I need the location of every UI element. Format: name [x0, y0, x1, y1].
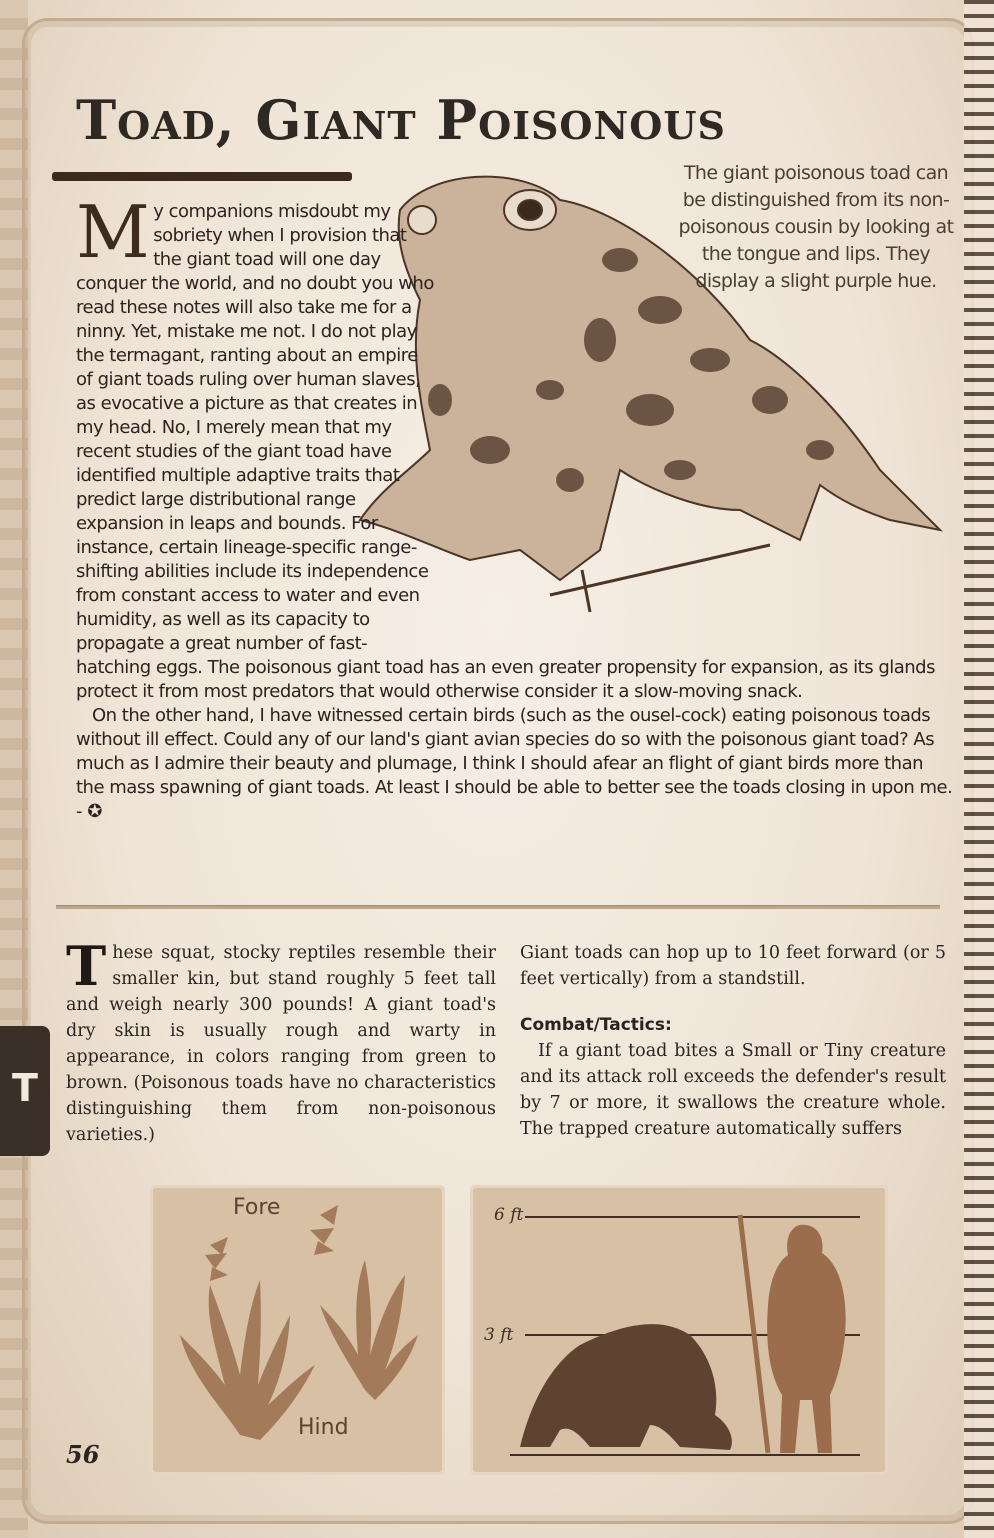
fore-label: Fore [233, 1195, 281, 1220]
illustration-caption: The giant poisonous toad can be distinguished from its non-poisonous cousin by looking at the tongue and lips. They display a slight purple hue. [678, 162, 954, 292]
six-foot-label: 6 ft [494, 1205, 524, 1225]
chapter-tab [0, 1026, 50, 1156]
hind-label: Hind [298, 1415, 349, 1440]
signature-glyph: ✪ [87, 801, 102, 822]
page-number: 56 [66, 1440, 100, 1469]
size-comparison-illustration [470, 1185, 888, 1475]
text-wrap-spacer [436, 200, 956, 640]
chapter-tab-letter: T [12, 1066, 38, 1110]
title-underline [52, 172, 352, 181]
column-left [66, 934, 496, 1148]
diary-dropcap: M [76, 190, 150, 274]
page-title: Toad, Giant Poisonous [76, 88, 726, 152]
diary-paragraph-1-text: y companions misdoubt my sobriety when I provision that the giant toad will one day conquer the world, and no doubt you who read these notes will also take me for a ninny. Yet, mistake me not. I do not play the termagant, ranting about an empire of giant toads ruling over human slaves, as evocative a picture as that creates in my head. No, I merely mean that my recent studies of the giant toad have identified multiple adaptive traits that predict large distributional range expansion in leaps and bounds. For instance, certain lineage-specific range-shifting abilities include its independence from constant access to water and even humidity, as well as its capacity to propagate a great number of fast-hatching eggs. The poisonous giant toad has an even greater propensity for expansion, as its glands protect it from most predators that would otherwise consider it a slow-moving snack. [76, 201, 935, 702]
size-comparison-panel [470, 1185, 888, 1475]
description-text: hese squat, stocky reptiles resemble their smaller kin, but stand roughly 5 feet tall and weigh nearly 300 pounds! A giant toad's dry skin is usually rough and warty in appearance, in colors ranging from green to brown. (Poisonous toads have no characteristics distinguishing them from non-poisonous varieties.) [66, 943, 496, 1145]
tracks-panel [150, 1185, 445, 1475]
spiral-binding [964, 0, 994, 1538]
description-dropcap: T [66, 934, 107, 998]
description-paragraph [66, 934, 496, 1148]
section-divider [56, 905, 940, 909]
combat-paragraph: If a giant toad bites a Small or Tiny creature and its attack roll exceeds the defender's result by 7 or more, it swallows the creature whole. The trapped creature automatically suffers [520, 1041, 946, 1139]
diary-text [76, 190, 956, 824]
column-right [520, 940, 946, 1142]
diary-paragraph-2-text: On the other hand, I have witnessed certain birds (such as the ousel-cock) eating poisonous toads without ill effect. Could any of our land's giant avian species do so with the poisonous giant toad? As much as I admire their beauty and plumage, I think I should afear an flight of giant birds more than the mass spawning of giant toads. At least I should be able to better see the toads closing in upon me. - [76, 705, 953, 822]
hop-paragraph: Giant toads can hop up to 10 feet forward (or 5 feet vertically) from a standstill. [520, 943, 946, 989]
three-foot-label: 3 ft [484, 1325, 514, 1345]
combat-heading: Combat/Tactics: [520, 1015, 672, 1035]
diary-paragraph-2 [76, 704, 956, 824]
